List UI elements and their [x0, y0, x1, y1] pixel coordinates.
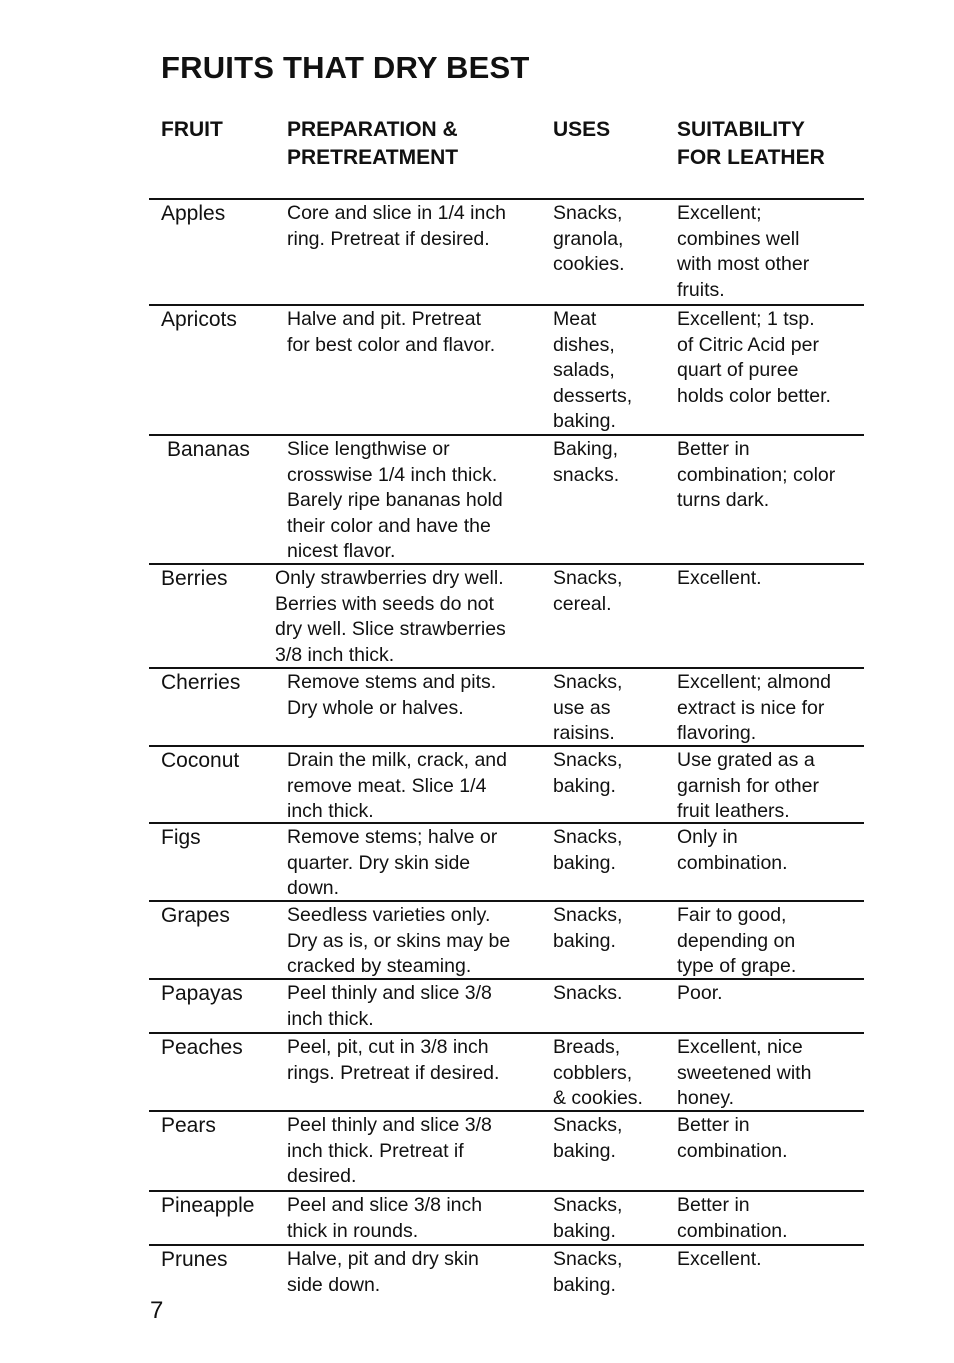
suitability-cell: Better in combination; color turns dark. — [677, 438, 836, 511]
header-suitability: SUITABILITY FOR LEATHER — [677, 118, 825, 169]
row-divider — [149, 198, 864, 200]
uses-cell: Snacks, baking. — [553, 749, 623, 797]
uses-cell: Meat dishes, salads, desserts, baking. — [553, 308, 633, 432]
header-fruit: FRUIT — [161, 118, 223, 141]
suitability-cell: Excellent; almond extract is nice for flavoring. — [677, 671, 831, 744]
fruit-name-cell: Bananas — [167, 438, 250, 461]
suitability-cell: Poor. — [677, 982, 723, 1004]
row-divider — [149, 1244, 864, 1246]
row-divider — [149, 434, 864, 436]
uses-cell: Snacks, baking. — [553, 1248, 623, 1296]
row-divider — [149, 1190, 864, 1192]
fruit-name-cell: Berries — [161, 567, 228, 590]
suitability-cell: Excellent. — [677, 1248, 762, 1270]
fruit-name-cell: Peaches — [161, 1036, 243, 1059]
uses-cell: Snacks, baking. — [553, 1194, 623, 1242]
page-number: 7 — [150, 1297, 164, 1324]
header-preparation: PREPARATION & PRETREATMENT — [287, 118, 459, 169]
uses-cell: Snacks. — [553, 982, 623, 1004]
suitability-cell: Excellent; combines well with most other fruits. — [677, 202, 810, 301]
suitability-cell: Better in combination. — [677, 1194, 788, 1242]
suitability-cell: Better in combination. — [677, 1114, 788, 1162]
row-divider — [149, 900, 864, 902]
fruit-name-cell: Cherries — [161, 671, 241, 694]
header-uses: USES — [553, 118, 611, 141]
uses-cell: Snacks, baking. — [553, 904, 623, 952]
preparation-cell: Remove stems and pits. Dry whole or halves. — [287, 671, 497, 719]
preparation-cell: Core and slice in 1/4 inch ring. Pretreat if desired. — [287, 202, 506, 250]
suitability-cell: Fair to good, depending on type of grape. — [677, 904, 797, 977]
preparation-cell: Halve, pit and dry skin side down. — [287, 1248, 479, 1296]
uses-cell: Snacks, baking. — [553, 1114, 623, 1162]
suitability-cell: Use grated as a garnish for other fruit leathers. — [677, 749, 819, 822]
preparation-cell: Seedless varieties only. Dry as is, or skins may be cracked by steaming. — [287, 904, 511, 977]
preparation-cell: Peel thinly and slice 3/8 inch thick. Pretreat if desired. — [287, 1114, 492, 1187]
suitability-cell: Excellent. — [677, 567, 762, 589]
fruit-name-cell: Prunes — [161, 1248, 228, 1271]
preparation-cell: Peel, pit, cut in 3/8 inch rings. Pretreat if desired. — [287, 1036, 500, 1084]
row-divider — [149, 667, 864, 669]
fruit-name-cell: Grapes — [161, 904, 230, 927]
row-divider — [149, 563, 864, 565]
uses-cell: Snacks, cereal. — [553, 567, 623, 615]
row-divider — [149, 1032, 864, 1034]
fruit-name-cell: Pineapple — [161, 1194, 255, 1217]
preparation-cell: Remove stems; halve or quarter. Dry skin side down. — [287, 826, 498, 899]
uses-cell: Snacks, baking. — [553, 826, 623, 874]
uses-cell: Snacks, granola, cookies. — [553, 202, 625, 275]
fruit-name-cell: Apricots — [161, 308, 237, 331]
fruit-name-cell: Coconut — [161, 749, 240, 772]
uses-cell: Snacks, use as raisins. — [553, 671, 623, 744]
fruit-name-cell: Pears — [161, 1114, 216, 1137]
suitability-cell: Excellent, nice sweetened with honey. — [677, 1036, 812, 1109]
preparation-cell: Peel thinly and slice 3/8 inch thick. — [287, 982, 492, 1030]
uses-cell: Breads, cobblers, & cookies. — [553, 1036, 643, 1109]
row-divider — [149, 304, 864, 306]
uses-cell: Baking, snacks. — [553, 438, 620, 486]
preparation-cell: Drain the milk, crack, and remove meat. Slice 1/4 inch thick. — [287, 749, 507, 822]
preparation-cell: Peel and slice 3/8 inch thick in rounds. — [287, 1194, 483, 1242]
page-title: FRUITS THAT DRY BEST — [161, 50, 530, 85]
preparation-cell: Slice lengthwise or crosswise 1/4 inch thick. Barely ripe bananas hold their color and have the nicest flavor. — [287, 438, 503, 562]
suitability-cell: Only in combination. — [677, 826, 788, 874]
fruit-name-cell: Apples — [161, 202, 226, 225]
fruit-name-cell: Papayas — [161, 982, 243, 1005]
preparation-cell: Only strawberries dry well. Berries with seeds do not dry well. Slice strawberries 3/8 inch thick. — [275, 567, 506, 666]
fruit-name-cell: Figs — [161, 826, 201, 849]
suitability-cell: Excellent; 1 tsp. of Citric Acid per quart of puree holds color better. — [677, 308, 831, 407]
preparation-cell: Halve and pit. Pretreat for best color and flavor. — [287, 308, 496, 356]
